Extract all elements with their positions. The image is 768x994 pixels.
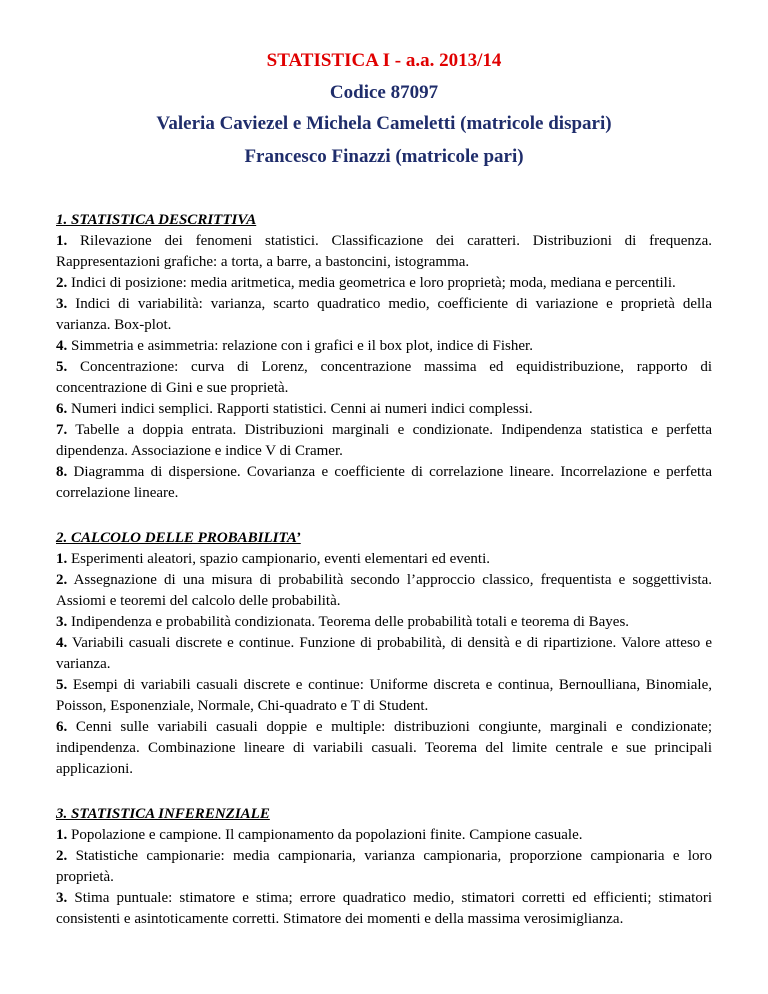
item-text: Numeri indici semplici. Rapporti statistici. Cenni ai numeri indici complessi. — [67, 401, 533, 417]
list-item — [56, 549, 712, 570]
list-item — [56, 420, 712, 462]
item-text: Indipendenza e probabilità condizionata. Teorema delle probabilità totali e teorema di Bayes. — [67, 614, 630, 630]
item-text: Stima puntuale: stimatore e stima; errore quadratico medio, stimatori corretti ed efficienti; stimatori consistenti e asintoticamente corretti. Stimatore dei momenti e della massima verosimiglianza. — [56, 890, 712, 927]
section-statistica-inferenziale — [56, 804, 712, 930]
section-calcolo-probabilita — [56, 528, 712, 780]
list-item — [56, 717, 712, 780]
list-item — [56, 462, 712, 504]
item-text: Concentrazione: curva di Lorenz, concentrazione massima ed equidistribuzione, rapporto di concentrazione di Gini e sue proprietà. — [56, 359, 712, 396]
teachers-odd: Valeria Caviezel e Michela Cameletti (matricole dispari) — [156, 113, 612, 134]
item-number: 7. — [56, 422, 68, 438]
list-item — [56, 888, 712, 930]
item-number: 2. — [56, 275, 68, 291]
item-number: 3. — [56, 890, 68, 906]
document-header — [56, 0, 712, 166]
item-text: Simmetria e asimmetria: relazione con i grafici e il box plot, indice di Fisher. — [67, 338, 533, 354]
list-item — [56, 273, 712, 294]
list-item — [56, 231, 712, 273]
item-text: Tabelle a doppia entrata. Distribuzioni marginali e condizionate. Indipendenza statistica e perfetta dipendenza. Associazione e indice V di Cramer. — [56, 422, 712, 459]
list-item — [56, 846, 712, 888]
item-text: Cenni sulle variabili casuali doppie e multiple: distribuzioni congiunte, marginali e condizionate; indipendenza. Combinazione lineare di variabili casuali. Teorema del limite centrale e sue principali applicazioni. — [56, 719, 712, 777]
item-number: 6. — [56, 719, 68, 735]
item-number: 3. — [56, 296, 68, 312]
list-item — [56, 336, 712, 357]
item-text: Diagramma di dispersione. Covarianza e coefficiente di correlazione lineare. Incorrelazione e perfetta correlazione lineare. — [56, 464, 712, 501]
item-number: 2. — [56, 572, 68, 588]
item-number: 4. — [56, 635, 68, 651]
item-number: 1. — [56, 827, 68, 843]
list-item — [56, 399, 712, 420]
section-statistica-descrittiva — [56, 210, 712, 504]
item-number: 2. — [56, 848, 68, 864]
item-text: Indici di posizione: media aritmetica, media geometrica e loro proprietà; moda, mediana e percentili. — [67, 275, 676, 291]
section-title: 2. CALCOLO DELLE PROBABILITA’ — [56, 530, 301, 546]
item-text: Esempi di variabili casuali discrete e continue: Uniforme discreta e continua, Bernoulliana, Binomiale, Poisson, Esponenziale, Normale, Chi-quadrato e T di Student. — [56, 677, 712, 714]
teachers-even: Francesco Finazzi (matricole pari) — [244, 146, 524, 167]
item-text: Variabili casuali discrete e continue. Funzione di probabilità, di densità e di ripartizione. Valore atteso e varianza. — [56, 635, 712, 672]
item-text: Assegnazione di una misura di probabilità secondo l’approccio classico, frequentista e soggettivista. Assiomi e teoremi del calcolo delle probabilità. — [56, 572, 712, 609]
item-text: Statistiche campionarie: media campionaria, varianza campionaria, proporzione campionaria e loro proprietà. — [56, 848, 712, 885]
item-number: 8. — [56, 464, 68, 480]
list-item — [56, 825, 712, 846]
item-text: Popolazione e campione. Il campionamento da popolazioni finite. Campione casuale. — [67, 827, 583, 843]
list-item — [56, 570, 712, 612]
item-number: 5. — [56, 677, 68, 693]
section-title: 1. STATISTICA DESCRITTIVA — [56, 212, 257, 228]
list-item — [56, 675, 712, 717]
course-title: STATISTICA I - a.a. 2013/14 — [266, 50, 502, 71]
item-number: 4. — [56, 338, 68, 354]
course-code: Codice 87097 — [329, 82, 439, 103]
item-text: Rilevazione dei fenomeni statistici. Classificazione dei caratteri. Distribuzioni di frequenza. Rappresentazioni grafiche: a torta, a barre, a bastoncini, istogramma. — [56, 233, 712, 270]
item-number: 1. — [56, 233, 68, 249]
list-item — [56, 633, 712, 675]
section-title: 3. STATISTICA INFERENZIALE — [56, 806, 270, 822]
item-number: 3. — [56, 614, 68, 630]
item-number: 5. — [56, 359, 68, 375]
item-text: Indici di variabilità: varianza, scarto quadratico medio, coefficiente di variazione e proprietà della varianza. Box-plot. — [56, 296, 712, 333]
item-number: 1. — [56, 551, 68, 567]
list-item — [56, 357, 712, 399]
list-item — [56, 612, 712, 633]
item-number: 6. — [56, 401, 68, 417]
list-item — [56, 294, 712, 336]
item-text: Esperimenti aleatori, spazio campionario, eventi elementari ed eventi. — [67, 551, 490, 567]
